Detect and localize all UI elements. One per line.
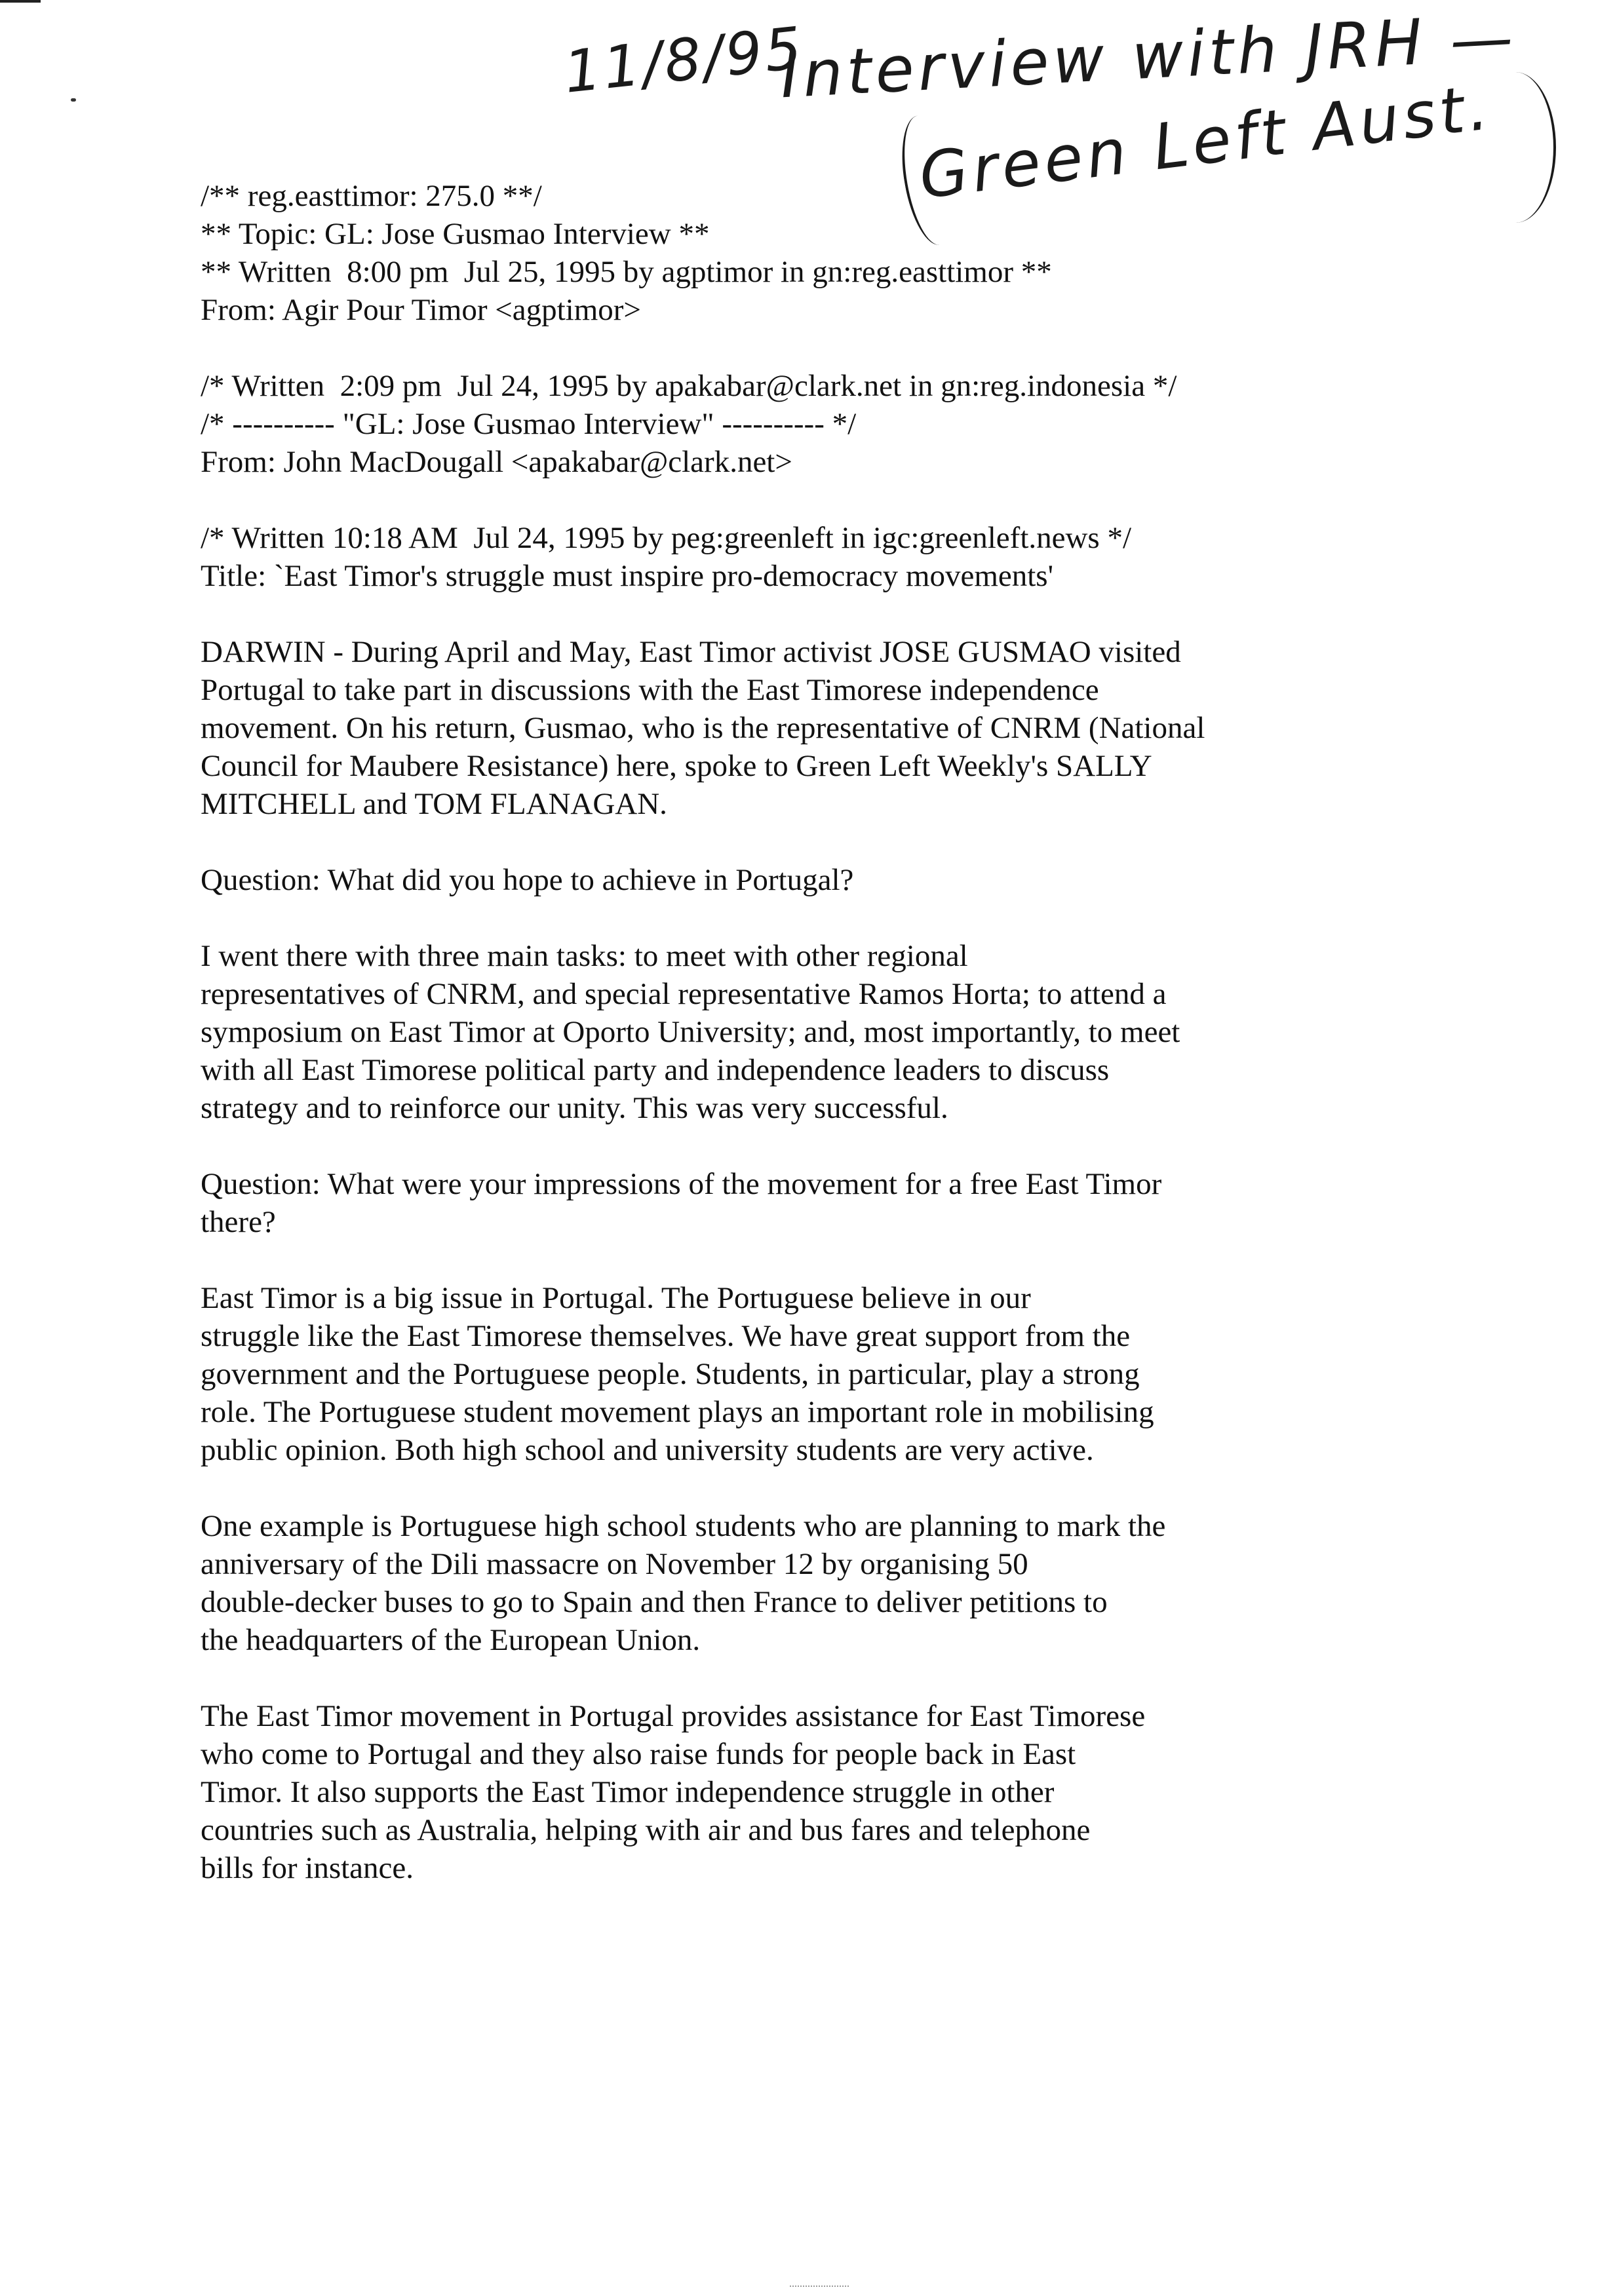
paragraph-line: double-decker buses to go to Spain and then France to deliver petitions to [201,1585,1108,1619]
paragraph-line: MITCHELL and TOM FLANAGAN. [201,787,667,821]
paragraph-line: anniversary of the Dili massacre on November 12 by organising 50 [201,1547,1028,1581]
question-paragraph [201,1165,1354,1241]
paragraph-line: countries such as Australia, helping with air and bus fares and telephone [201,1813,1091,1847]
header-line: From: Agir Pour Timor <agptimor> [201,293,641,327]
paragraph-line: I went there with three main tasks: to meet with other regional [201,939,968,973]
answer-paragraph [201,1697,1354,1887]
paragraph-line: who come to Portugal and they also raise funds for people back in East [201,1737,1076,1771]
handwritten-close-parenthesis [1475,72,1556,223]
paragraph-line: bills for instance. [201,1851,414,1885]
paragraph-line: struggle like the East Timorese themselves. We have great support from the [201,1319,1131,1353]
document-text [201,177,1354,1887]
forward-header [201,367,1354,481]
intro-paragraph [201,633,1354,823]
answer-paragraph [201,1279,1354,1469]
paragraph-line: East Timor is a big issue in Portugal. The Portuguese believe in our [201,1281,1031,1315]
paragraph-line: role. The Portuguese student movement plays an important role in mobilising [201,1395,1154,1429]
paragraph-line: Council for Maubere Resistance) here, spoke to Green Left Weekly's SALLY [201,749,1152,783]
scan-speck [71,98,76,102]
scan-smudge [790,2286,849,2291]
paragraph-line: public opinion. Both high school and university students are very active. [201,1433,1094,1467]
paragraph-line: movement. On his return, Gusmao, who is the representative of CNRM (National [201,711,1205,745]
forward-line: /* ---------- "GL: Jose Gusmao Interview" ---------- */ [201,407,857,441]
paragraph-line: The East Timor movement in Portugal provides assistance for East Timorese [201,1699,1146,1733]
answer-paragraph [201,937,1354,1127]
handwritten-note-line2: Green Left Aust. [915,69,1496,214]
header-line: /** reg.easttimor: 275.0 **/ [201,179,542,213]
header-line: ** Written 8:00 pm Jul 25, 1995 by agptimor in gn:reg.easttimor ** [201,255,1052,289]
paragraph-line: symposium on East Timor at Oporto University; and, most importantly, to meet [201,1015,1180,1049]
original-header [201,519,1354,595]
handwritten-note-line1: Interview with JRH — [778,0,1519,113]
paragraph-line: with all East Timorese political party and independence leaders to discuss [201,1053,1110,1087]
original-line: /* Written 10:18 AM Jul 24, 1995 by peg:greenleft in igc:greenleft.news */ [201,521,1132,555]
article-title: Title: `East Timor's struggle must inspire pro-democracy movements' [201,559,1054,593]
message-header [201,177,1354,329]
question-line: Question: What were your impressions of the movement for a free East Timor [201,1167,1162,1201]
question-paragraph [201,861,1354,899]
question-line: Question: What did you hope to achieve in Portugal? [201,863,854,897]
scan-corner-mark [0,0,41,3]
handwritten-date: 11/8/95 [560,14,808,106]
paragraph-line: the headquarters of the European Union. [201,1623,701,1657]
forward-line: /* Written 2:09 pm Jul 24, 1995 by apakabar@clark.net in gn:reg.indonesia */ [201,369,1177,403]
paragraph-line: DARWIN - During April and May, East Timor activist JOSE GUSMAO visited [201,635,1181,669]
question-line: there? [201,1205,276,1239]
forward-line: From: John MacDougall <apakabar@clark.net> [201,445,792,479]
paragraph-line: One example is Portuguese high school students who are planning to mark the [201,1509,1166,1543]
paragraph-line: government and the Portuguese people. Students, in particular, play a strong [201,1357,1140,1391]
answer-paragraph [201,1507,1354,1659]
paragraph-line: strategy and to reinforce our unity. This was very successful. [201,1091,948,1125]
paragraph-line: representatives of CNRM, and special representative Ramos Horta; to attend a [201,977,1167,1011]
paragraph-line: Portugal to take part in discussions with the East Timorese independence [201,673,1099,707]
paragraph-line: Timor. It also supports the East Timor independence struggle in other [201,1775,1055,1809]
header-line: ** Topic: GL: Jose Gusmao Interview ** [201,217,710,251]
